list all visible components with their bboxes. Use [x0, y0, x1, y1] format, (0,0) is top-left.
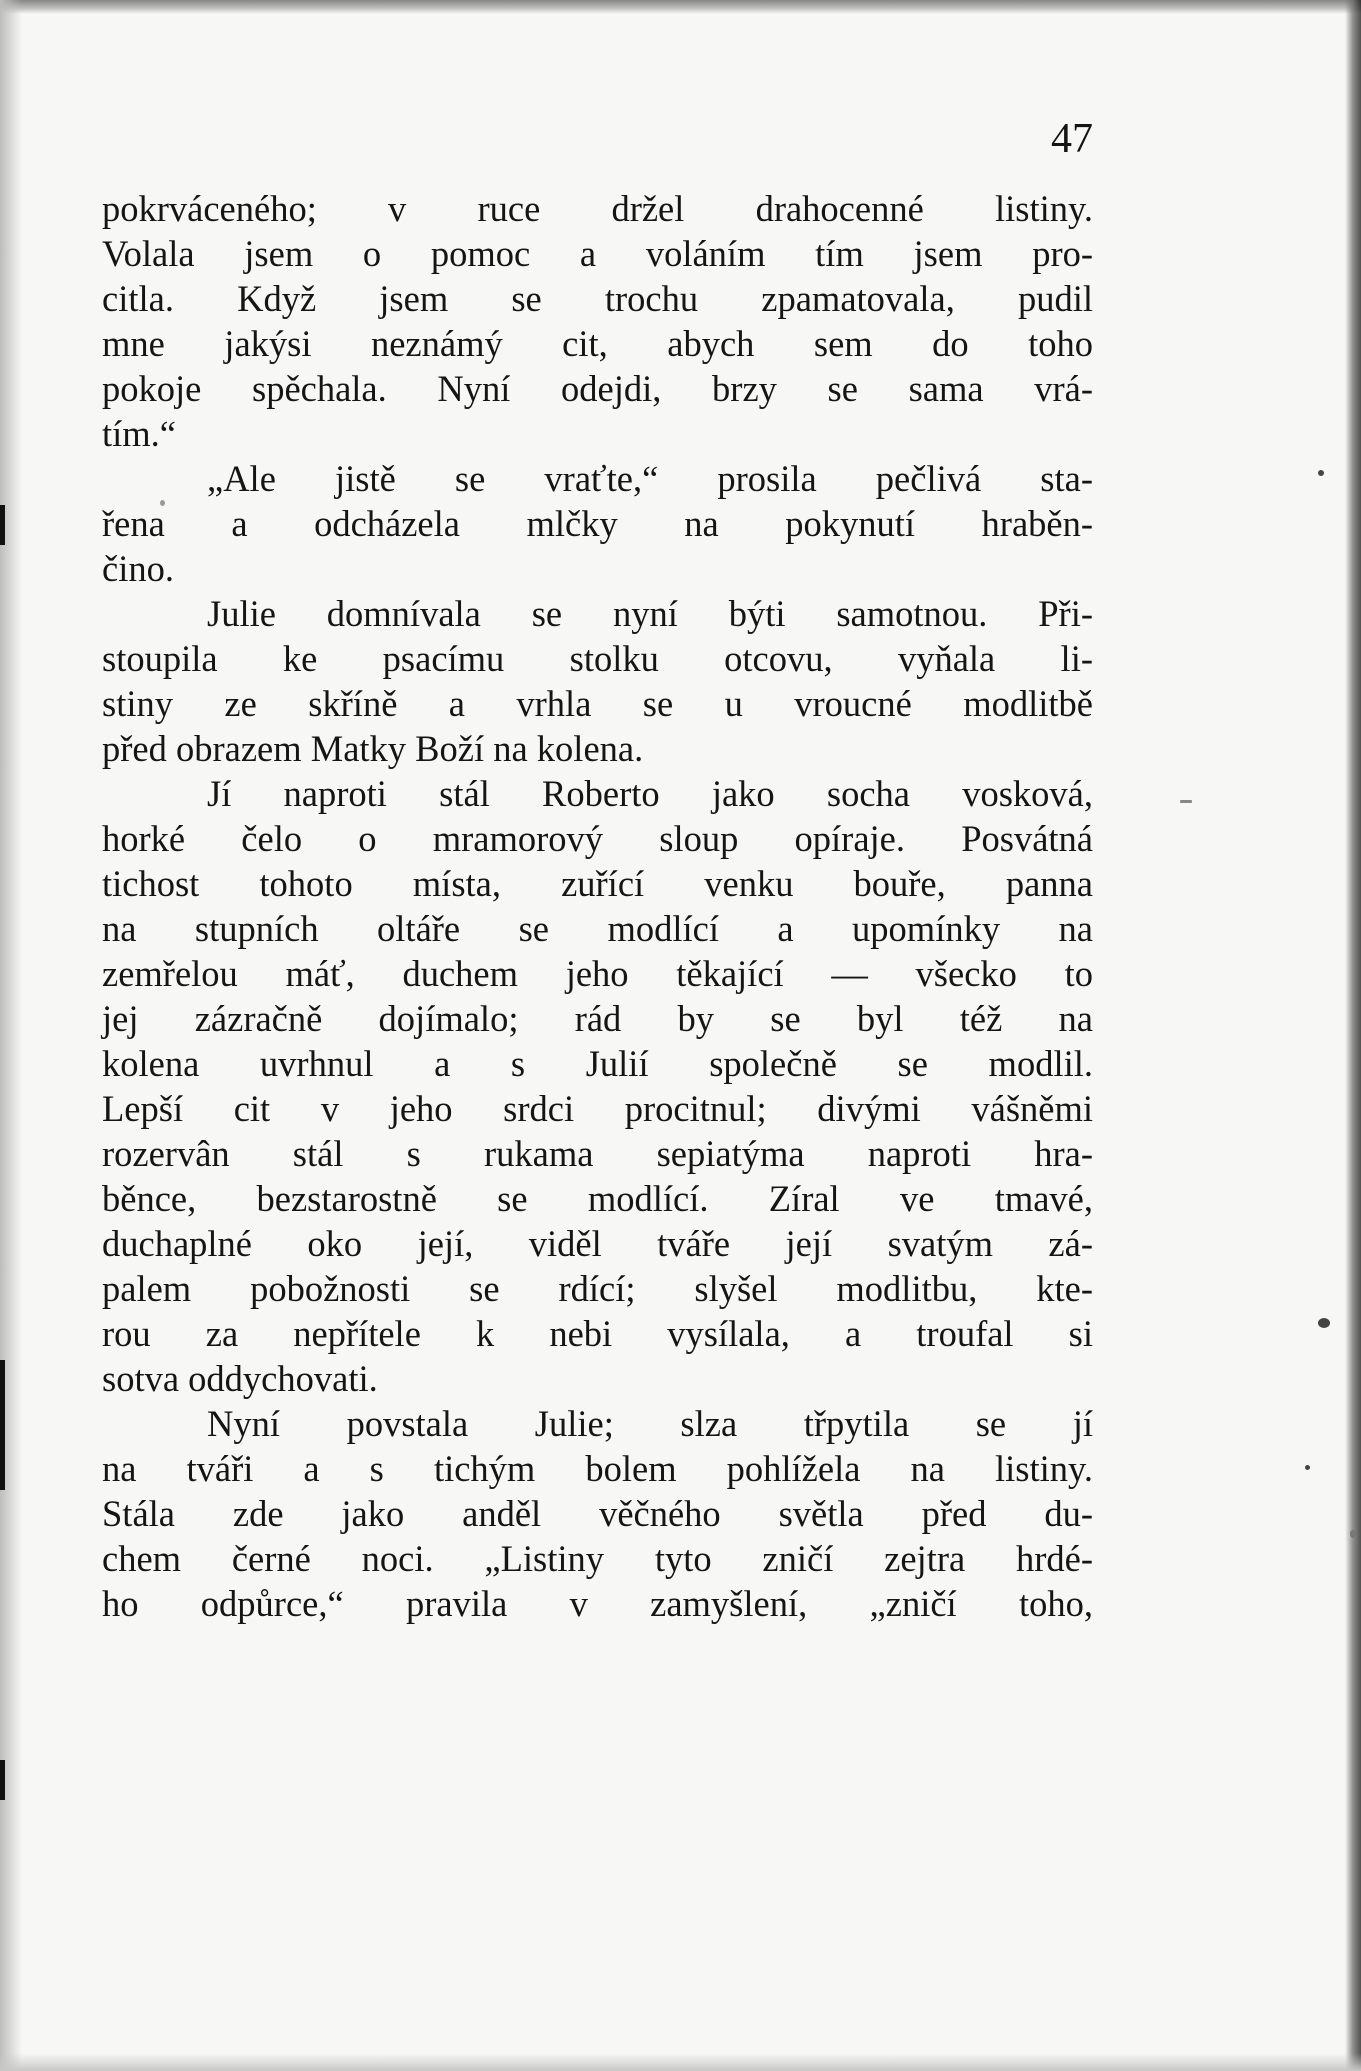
text-line: pokrváceného; v ruce držel drahocenné listiny.: [102, 188, 1093, 229]
body-text: [102, 186, 1093, 1626]
page-number: 47: [1051, 116, 1093, 162]
ink-speck: [1318, 1318, 1330, 1328]
text-line: mne jakýsi neznámý cit, abych sem do toho: [102, 323, 1093, 364]
text-line: Julie domnívala se nyní býti samotnou. Při-: [207, 593, 1093, 634]
text-line: před obrazem Matky Boží na kolena.: [102, 728, 644, 769]
text-line: jej zázračně dojímalo; rád by se byl též na: [102, 998, 1093, 1039]
text-line: řena a odcházela mlčky na pokynutí hraběn-: [102, 503, 1093, 544]
ink-speck: [1305, 1465, 1310, 1470]
ink-speck: [1180, 800, 1192, 803]
page-bottom-edge-shadow: [0, 2053, 1361, 2071]
text-line: horké čelo o mramorový sloup opíraje. Posvátná: [102, 818, 1093, 859]
text-line: zemřelou máť, duchem jeho těkající — všecko to: [102, 953, 1093, 994]
text-line: Jí naproti stál Roberto jako socha vosková,: [207, 773, 1093, 814]
text-line: čino.: [102, 548, 174, 589]
text-line: na stupních oltáře se modlící a upomínky na: [102, 908, 1093, 949]
text-line: Volala jsem o pomoc a voláním tím jsem pro-: [102, 233, 1093, 274]
text-line: stoupila ke psacímu stolku otcovu, vyňala li-: [102, 638, 1093, 679]
text-line: rozervân stál s rukama sepiatýma naproti hra-: [102, 1133, 1093, 1174]
text-line: citla. Když jsem se trochu zpamatovala, pudil: [102, 278, 1093, 319]
ink-speck: [1350, 1530, 1356, 1538]
binding-mark: [0, 1760, 5, 1800]
text-line: Stála zde jako anděl věčného světla před du-: [102, 1493, 1093, 1534]
text-line: stiny ze skříně a vrhla se u vroucné modlitbě: [102, 683, 1093, 724]
text-line: tichost tohoto místa, zuřící venku bouře, panna: [102, 863, 1093, 904]
binding-mark: [0, 1360, 5, 1490]
text-line: „Ale jistě se vraťte,“ prosila pečlivá sta-: [207, 458, 1093, 499]
text-line: duchaplné oko její, viděl tváře její svatým zá-: [102, 1223, 1093, 1264]
text-line: kolena uvrhnul a s Julií společně se modlil.: [102, 1043, 1093, 1084]
binding-mark: [0, 505, 5, 545]
text-line: palem pobožnosti se rdící; slyšel modlitbu, kte-: [102, 1268, 1093, 1309]
text-line: sotva oddychovati.: [102, 1358, 378, 1399]
text-line: chem černé noci. „Listiny tyto zničí zejtra hrdé-: [102, 1538, 1093, 1579]
text-line: Lepší cit v jeho srdci procitnul; divými vášněmi: [102, 1088, 1093, 1129]
page-right-edge-shadow: [1345, 0, 1361, 2071]
text-line: Nyní povstala Julie; slza třpytila se jí: [207, 1403, 1093, 1444]
text-line: běnce, bezstarostně se modlící. Zíral ve tmavé,: [102, 1178, 1093, 1219]
text-line: na tváři a s tichým bolem pohlížela na listiny.: [102, 1448, 1093, 1489]
text-line: ho odpůrce,“ pravila v zamyšlení, „zničí toho,: [102, 1583, 1093, 1624]
text-line: rou za nepřítele k nebi vysílala, a troufal si: [102, 1313, 1093, 1354]
ink-speck: [1318, 470, 1324, 476]
text-line: pokoje spěchala. Nyní odejdi, brzy se sama vrá-: [102, 368, 1093, 409]
text-line: tím.“: [102, 413, 176, 454]
page-top-edge-shadow: [0, 0, 1361, 14]
